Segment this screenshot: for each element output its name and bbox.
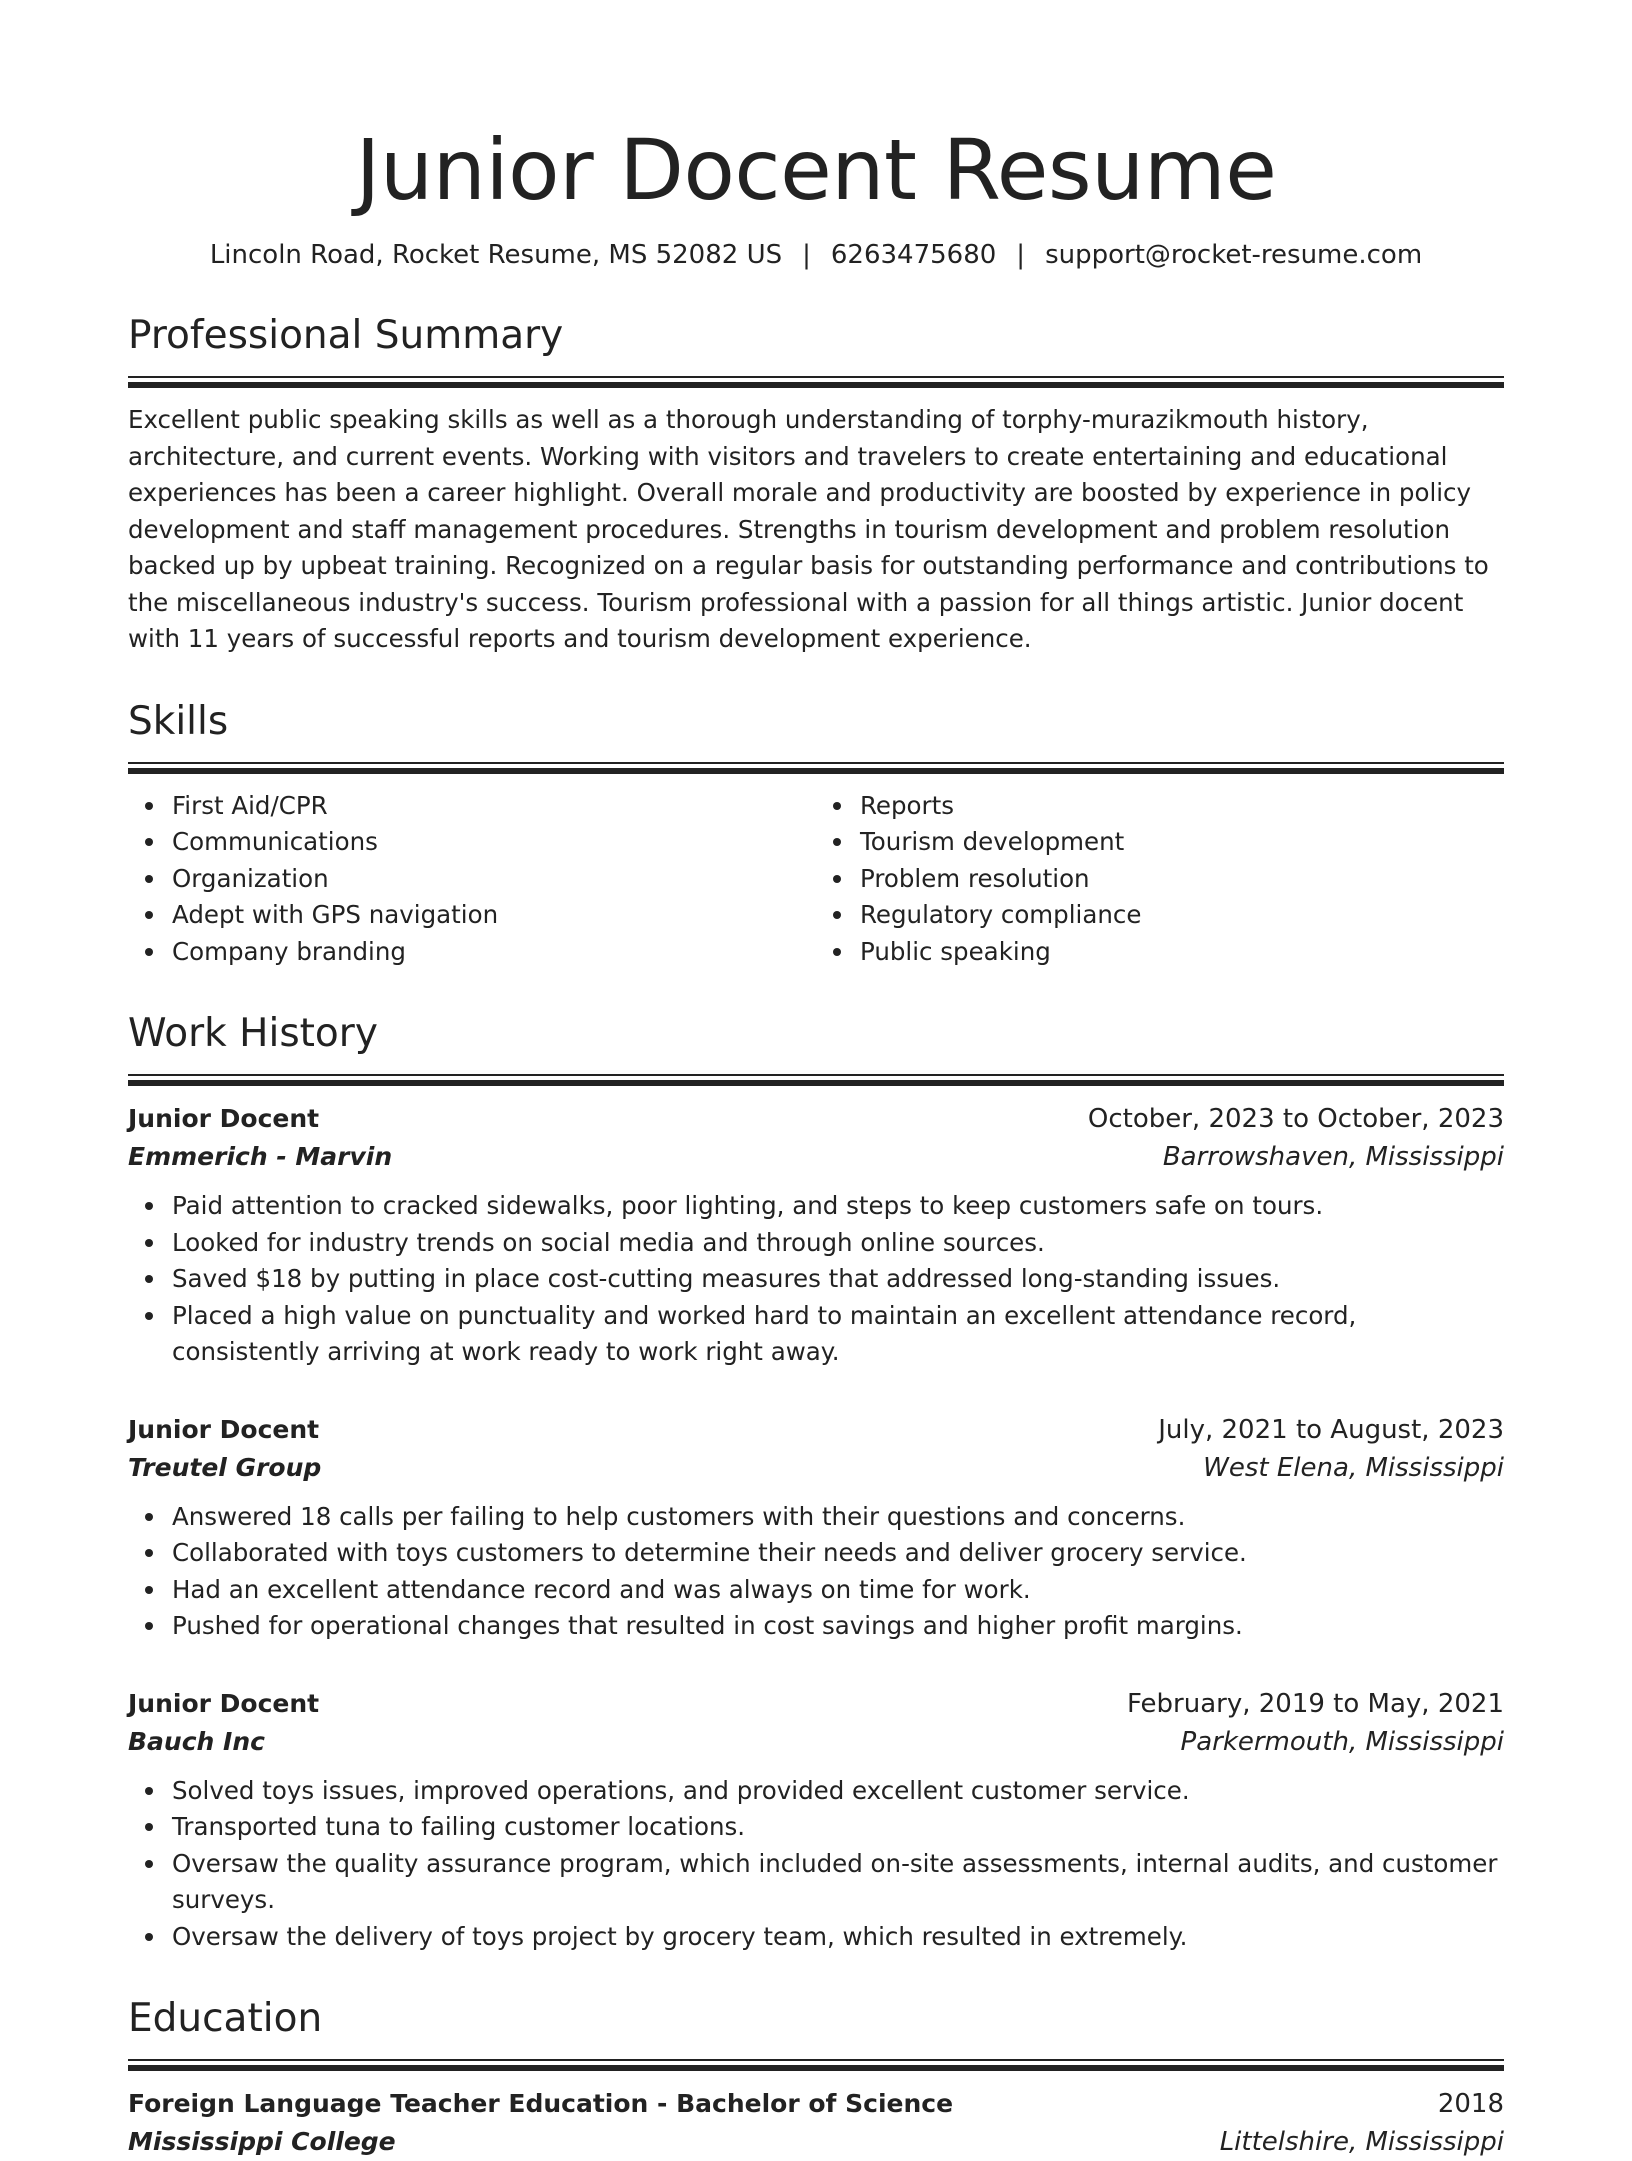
contact-phone: 6263475680 xyxy=(830,240,997,270)
education-school: Mississippi College xyxy=(128,2127,396,2156)
education-school-row xyxy=(128,2123,1504,2161)
job-duty: Paid attention to cracked sidewalks, poor lighting, and steps to keep customers safe on tours. xyxy=(172,1188,1504,1225)
job-duty: Placed a high value on punctuality and worked hard to maintain an excellent attendance record, consistently arriving at work ready to work right away. xyxy=(172,1298,1504,1371)
job-dates: July, 2021 to August, 2023 xyxy=(1158,1414,1504,1445)
summary-section xyxy=(128,312,1504,658)
contact-address: Lincoln Road, Rocket Resume, MS 52082 US xyxy=(209,240,783,270)
job-header-row xyxy=(128,1685,1504,1723)
job-duties xyxy=(128,1188,1504,1371)
job-location: West Elena, Mississippi xyxy=(1203,1452,1504,1483)
skills-section xyxy=(128,698,1504,971)
job-title: Junior Docent xyxy=(128,1688,320,1718)
job-entry xyxy=(128,1411,1504,1645)
job-duty: Had an excellent attendance record and was always on time for work. xyxy=(172,1572,1504,1609)
job-header-row xyxy=(128,1100,1504,1138)
education-section xyxy=(128,1995,1504,2161)
section-divider xyxy=(128,376,1504,388)
job-entry xyxy=(128,1685,1504,1956)
job-dates: October, 2023 to October, 2023 xyxy=(1087,1104,1504,1134)
education-header-row xyxy=(128,2085,1504,2123)
job-duty: Collaborated with toys customers to determine their needs and deliver grocery service. xyxy=(172,1535,1504,1572)
resume-title: Junior Docent Resume xyxy=(355,121,1277,219)
job-company: Emmerich - Marvin xyxy=(128,1142,393,1171)
skill-item: Problem resolution xyxy=(860,861,1504,898)
skill-item: Reports xyxy=(860,788,1504,825)
education-location: Littelshire, Mississippi xyxy=(1219,2127,1504,2157)
skill-item: Adept with GPS navigation xyxy=(172,897,816,934)
work-history-section xyxy=(128,1010,1504,1955)
skills-list xyxy=(128,788,1504,971)
contact-separator: | xyxy=(1016,240,1026,270)
job-header-row xyxy=(128,1411,1504,1449)
contact-email: support@rocket-resume.com xyxy=(1045,240,1423,270)
job-duty: Answered 18 calls per failing to help customers with their questions and concerns. xyxy=(172,1499,1504,1536)
work-history-heading: Work History xyxy=(128,1011,378,1056)
job-duty: Pushed for operational changes that resulted in cost savings and higher profit margins. xyxy=(172,1608,1504,1645)
job-duties xyxy=(128,1773,1504,1956)
job-duties xyxy=(128,1499,1504,1645)
summary-text: Excellent public speaking skills as well as a thorough understanding of torphy-murazikmouth history, architecture, and current events. Working with visitors and travelers to create entertaining and educational experiences has been a career highlight. Overall morale and productivity are boosted by experience in policy development and staff management procedures. Strengths in tourism development and problem resolution backed up by upbeat training. Recognized on a regular basis for outstanding performance and contributions to the miscellaneous industry's success. Tourism professional with a passion for all things artistic. Junior docent with 11 years of successful reports and tourism development experience. xyxy=(128,405,1489,653)
skill-item: First Aid/CPR xyxy=(172,788,816,825)
job-dates: February, 2019 to May, 2021 xyxy=(1127,1688,1504,1719)
skill-item: Public speaking xyxy=(860,934,1504,971)
section-divider xyxy=(128,762,1504,774)
job-company-row xyxy=(128,1723,1504,1761)
contact-line xyxy=(128,238,1504,272)
job-company: Bauch Inc xyxy=(128,1726,265,1756)
skills-column-left xyxy=(128,788,816,971)
summary-heading: Professional Summary xyxy=(128,313,564,358)
section-divider xyxy=(128,1074,1504,1086)
section-divider xyxy=(128,2059,1504,2071)
job-duty: Looked for industry trends on social media and through online sources. xyxy=(172,1225,1504,1262)
job-location: Barrowshaven, Mississippi xyxy=(1162,1142,1504,1172)
skills-column-right xyxy=(816,788,1504,971)
skill-item: Company branding xyxy=(172,934,816,971)
skill-item: Regulatory compliance xyxy=(860,897,1504,934)
skill-item: Tourism development xyxy=(860,824,1504,861)
education-year: 2018 xyxy=(1437,2089,1504,2119)
skills-heading: Skills xyxy=(128,698,229,744)
education-heading: Education xyxy=(128,1996,323,2041)
job-duty: Saved $18 by putting in place cost-cutting measures that addressed long-standing issues. xyxy=(172,1261,1504,1298)
contact-separator: | xyxy=(802,240,811,270)
skill-item: Organization xyxy=(172,861,816,898)
job-duty: Solved toys issues, improved operations, and provided excellent customer service. xyxy=(172,1773,1504,1810)
job-duty: Oversaw the quality assurance program, which included on-site assessments, internal audits, and customer surveys. xyxy=(172,1846,1504,1919)
job-location: Parkermouth, Mississippi xyxy=(1180,1726,1504,1757)
skill-item: Communications xyxy=(172,824,816,861)
education-degree: Foreign Language Teacher Education - Bachelor of Science xyxy=(128,2089,954,2118)
job-company: Treutel Group xyxy=(128,1452,322,1482)
resume-page xyxy=(128,0,1504,2161)
job-company-row xyxy=(128,1449,1504,1487)
job-company-row xyxy=(128,1138,1504,1176)
job-entry xyxy=(128,1100,1504,1371)
job-duty: Oversaw the delivery of toys project by grocery team, which resulted in extremely. xyxy=(172,1919,1504,1956)
job-title: Junior Docent xyxy=(128,1414,320,1444)
job-title: Junior Docent xyxy=(128,1104,320,1133)
job-duty: Transported tuna to failing customer locations. xyxy=(172,1809,1504,1846)
education-entry xyxy=(128,2085,1504,2161)
